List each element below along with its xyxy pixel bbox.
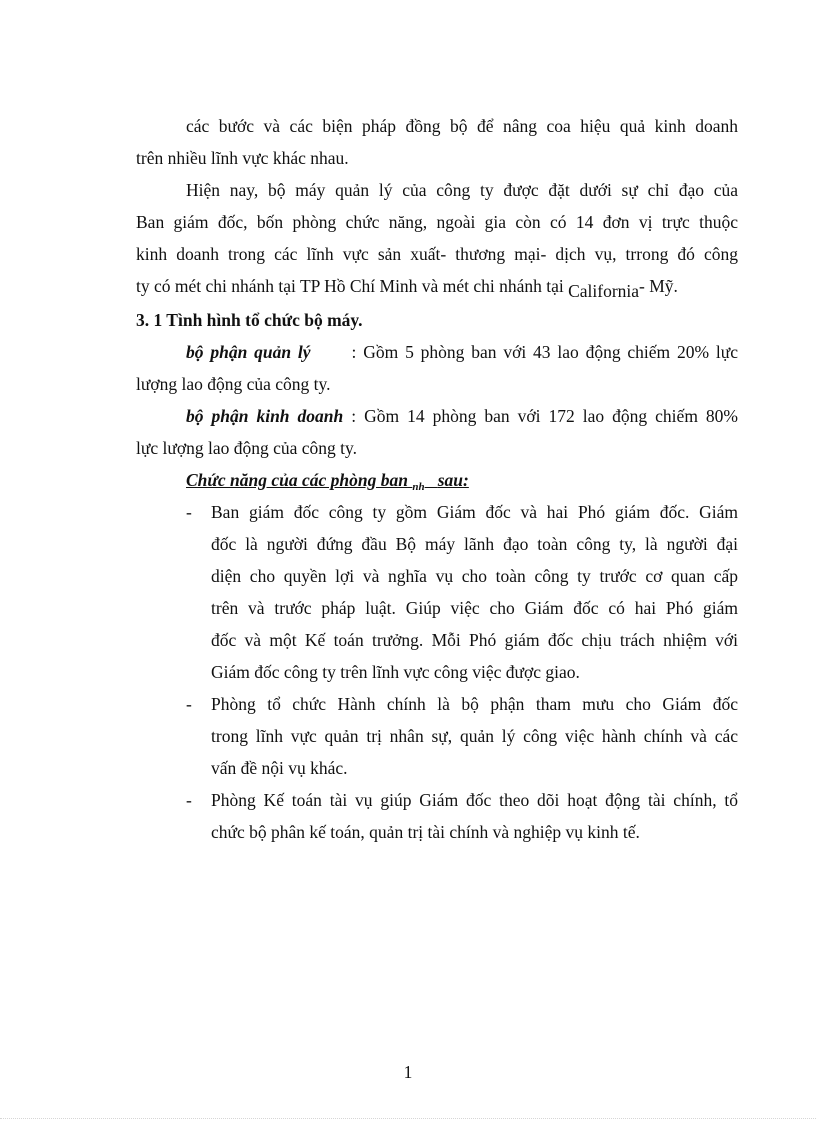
business-text: : Gồm 14 phòng ban với 172 lao động chiếm 80% [351,406,739,426]
bullet-1-dash: - [186,502,192,522]
bullet-2-line-2: trong lĩnh vực quản trị nhân sự, quản lý công việc hành chính và các [211,726,738,746]
page-bottom-divider [0,1118,816,1119]
business-label: bộ phận kinh doanh [186,406,344,426]
bullet-1-line-1: Ban giám đốc công ty gồm Giám đốc và hai Phó giám đốc. Giám [211,502,738,522]
paragraph-2-line-4 [136,276,678,301]
functions-heading-part-1: Chức năng của các phòng ban [186,470,408,490]
paragraph-1-line-1: các bước và các biện pháp đồng bộ để nâng coa hiệu quả kinh doanh [186,116,738,136]
business-line-2: lực lượng lao động của công ty. [136,438,357,458]
bullet-1-line-6: Giám đốc công ty trên lĩnh vực công việc được giao. [211,662,580,682]
bullet-3-line-2: chức bộ phân kế toán, quản trị tài chính và nghiệp vụ kinh tế. [211,822,640,842]
bullet-1-line-5: đốc và một Kế toán trưởng. Mỗi Phó giám đốc chịu trách nhiệm với [211,630,738,650]
functions-heading [186,470,469,497]
bullet-2-dash: - [186,694,192,714]
paragraph-2-line-1: Hiện nay, bộ máy quản lý của công ty được đặt dưới sự chỉ đạo của [186,180,738,200]
functions-heading-part-2: sau: [437,470,469,490]
section-heading: 3. 1 Tình hình tổ chức bộ máy. [136,310,363,330]
paragraph-1-line-2: trên nhiều lĩnh vực khác nhau. [136,148,349,168]
management-label: bộ phận quản lý [186,342,311,362]
bullet-2-line-1: Phòng tổ chức Hành chính là bộ phận tham mưu cho Giám đốc [211,694,738,714]
bullet-1-line-3: diện cho quyền lợi và nghĩa vụ cho toàn công ty trước cơ quan cấp [211,566,738,586]
bullet-1-line-2: đốc là người đứng đầu Bộ máy lãnh đạo toàn công ty, là người đại [211,534,738,554]
page-number: 1 [403,1062,413,1082]
paragraph-2-line-2: Ban giám đốc, bốn phòng chức năng, ngoài gia còn có 14 đơn vị trực thuộc [136,212,738,232]
bullet-3-line-1: Phòng Kế toán tài vụ giúp Giám đốc theo dõi hoạt động tài chính, tổ [211,790,738,810]
bullet-2-line-3: vấn đề nội vụ khác. [211,758,348,778]
place-california: California [568,281,640,301]
management-text: : Gồm 5 phòng ban với 43 lao động chiếm 20% lực [351,342,739,362]
business-line-1 [186,406,738,426]
functions-heading-sub: nh [412,481,425,493]
bullet-1-line-4: trên và trước pháp luật. Giúp việc cho Giám đốc có hai Phó giám [211,598,738,618]
paragraph-2-line-4-start: ty có mét chi nhánh tại TP Hồ Chí Minh và mét chi nhánh tại [136,276,564,296]
management-line-2: lượng lao động của công ty. [136,374,331,394]
bullet-3-dash: - [186,790,192,810]
paragraph-2-line-3: kinh doanh trong các lĩnh vực sản xuất- thương mại- dịch vụ, trrong đó công [136,244,738,264]
paragraph-2-line-4-end: - Mỹ. [639,276,678,296]
management-line-1 [186,342,738,362]
